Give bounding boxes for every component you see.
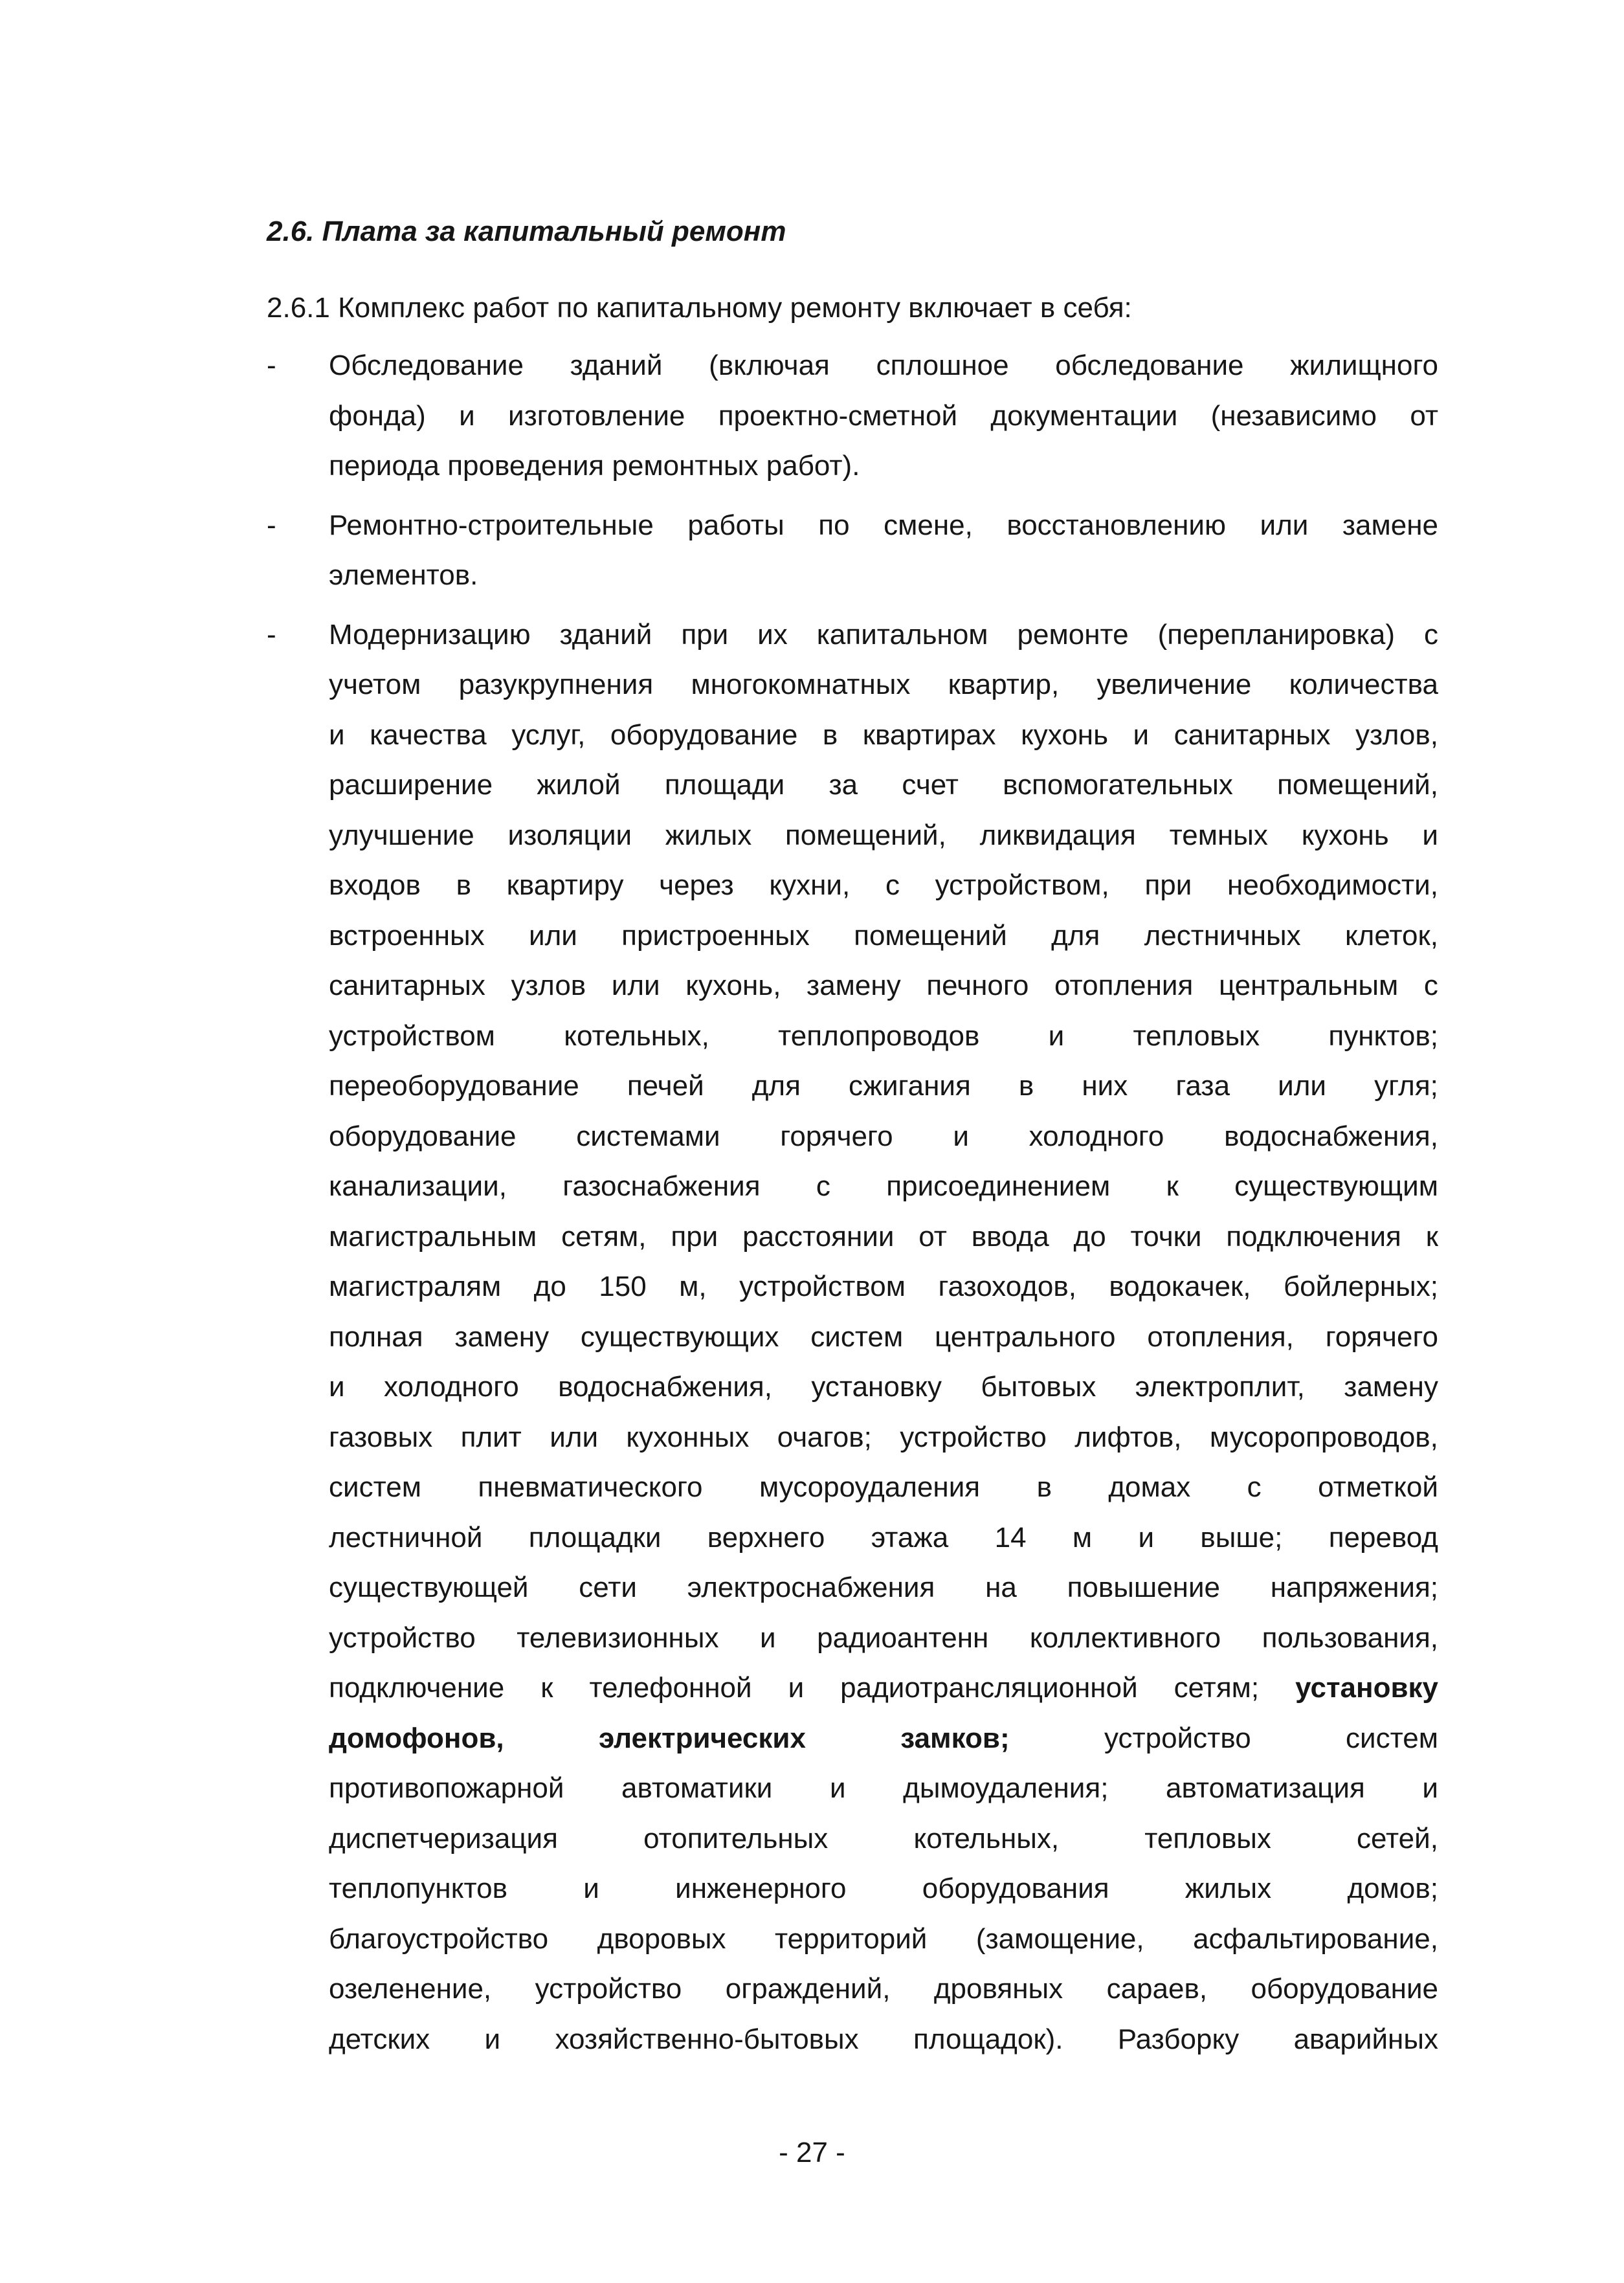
word: и <box>760 1621 776 1654</box>
text-line <box>329 1061 1438 1111</box>
text-line <box>329 1964 1438 2014</box>
text-line <box>329 1914 1438 1965</box>
text-line <box>329 1763 1438 1814</box>
word: периода <box>329 450 439 482</box>
word: присоединением <box>886 1170 1111 1202</box>
section-heading: 2.6. Плата за капитальный ремонт <box>267 216 786 247</box>
word: водокачек, <box>1109 1271 1251 1302</box>
text-line <box>329 610 1438 660</box>
word: систем <box>329 1471 421 1503</box>
word: газоходов, <box>938 1271 1076 1302</box>
word: подключение <box>329 1672 505 1704</box>
text-line <box>329 911 1438 961</box>
word: лестничной <box>329 1521 483 1554</box>
word: лифтов, <box>1074 1421 1182 1453</box>
word: к <box>1166 1170 1179 1202</box>
word: оборудования <box>922 1873 1109 1904</box>
text-line <box>329 1011 1438 1062</box>
word: устройство <box>535 1973 682 2005</box>
word: жилых <box>1185 1873 1272 1904</box>
word: подключения <box>1226 1220 1401 1253</box>
word: точки <box>1130 1220 1202 1253</box>
word: площадок). <box>913 2023 1063 2055</box>
word: благоустройство <box>329 1922 549 1955</box>
word: магистральным <box>329 1220 537 1253</box>
word: отопления, <box>1147 1320 1294 1353</box>
text-line <box>329 1212 1438 1262</box>
word: от <box>1410 399 1438 432</box>
text-line <box>329 660 1438 710</box>
word: тепловых <box>1133 1019 1260 1052</box>
list-dash: - <box>267 618 276 651</box>
word: устройством, <box>935 869 1109 901</box>
word: и <box>1133 718 1150 751</box>
word: домах <box>1108 1471 1191 1503</box>
word: и <box>1138 1521 1155 1554</box>
word: элементов. <box>329 559 478 591</box>
word: пунктов; <box>1328 1019 1438 1052</box>
word: или <box>550 1421 599 1453</box>
word: дымоудаления; <box>903 1772 1109 1804</box>
text-line <box>329 1161 1438 1212</box>
word: замену <box>1344 1371 1438 1403</box>
text-line <box>329 1613 1438 1664</box>
word: счет <box>902 769 959 801</box>
word: замену <box>454 1320 550 1353</box>
word: дворовых <box>597 1922 726 1955</box>
word: м, <box>679 1271 707 1302</box>
word: устройство <box>900 1421 1047 1453</box>
word: через <box>659 869 734 901</box>
word: радиотрансляционной <box>840 1672 1138 1704</box>
word: котельных, <box>564 1019 709 1052</box>
word: повышение <box>1067 1572 1221 1603</box>
word: их <box>757 618 788 651</box>
word: ввода <box>971 1220 1049 1253</box>
word: или <box>1260 509 1309 541</box>
text-line <box>329 500 1438 551</box>
word: Разборку <box>1117 2023 1240 2055</box>
word: горячего <box>1325 1320 1438 1353</box>
text-line <box>329 1864 1438 1914</box>
text-line <box>329 1111 1438 1162</box>
word: улучшение <box>329 819 474 851</box>
word: или <box>1278 1070 1326 1102</box>
word: при <box>1144 869 1192 901</box>
word: установку <box>1295 1672 1438 1704</box>
word: перевод <box>1328 1521 1438 1554</box>
word: оборудование <box>329 1120 517 1152</box>
word: газоснабжения <box>562 1170 761 1202</box>
word: 14 <box>994 1521 1027 1554</box>
word: (включая <box>709 350 830 381</box>
word: входов <box>329 869 421 901</box>
word: изготовление <box>508 399 685 432</box>
word: ремонте <box>1017 618 1129 651</box>
word: с <box>1423 618 1438 651</box>
word: или <box>528 919 577 952</box>
word: (перепланировка) <box>1157 618 1395 651</box>
word: мусоропроводов, <box>1209 1421 1438 1453</box>
text-line <box>329 1312 1438 1363</box>
word: бойлерных; <box>1283 1271 1438 1302</box>
word: разукрупнения <box>458 669 654 700</box>
word: водоснабжения, <box>1224 1120 1438 1152</box>
word: водоснабжения, <box>558 1371 772 1403</box>
word: этажа <box>871 1521 949 1554</box>
word: замков; <box>900 1722 1010 1754</box>
word: устройство <box>1104 1722 1251 1754</box>
word: к <box>540 1672 553 1704</box>
text-line <box>329 2014 1438 2065</box>
word: коллективного <box>1029 1621 1221 1654</box>
word: и <box>1422 1772 1438 1804</box>
word: с <box>1423 970 1438 1001</box>
word: диспетчеризация <box>329 1822 558 1854</box>
word: домов; <box>1347 1873 1438 1904</box>
word: санитарных <box>329 970 485 1001</box>
word: верхнего <box>707 1521 825 1554</box>
word: выше; <box>1200 1521 1283 1554</box>
word: аварийных <box>1293 2023 1438 2055</box>
word: замену <box>806 970 901 1001</box>
list-dash: - <box>267 350 276 381</box>
word: по <box>818 509 850 541</box>
word: на <box>985 1572 1017 1603</box>
word: электрических <box>598 1722 806 1754</box>
word: зданий <box>559 618 652 651</box>
word: расширение <box>329 769 493 801</box>
word: документации <box>990 399 1178 432</box>
word: сараев, <box>1106 1973 1208 2005</box>
word: клеток, <box>1344 919 1438 952</box>
word: необходимости, <box>1227 869 1438 901</box>
word: плит <box>460 1421 522 1453</box>
word: пневматического <box>478 1471 703 1503</box>
word: угля; <box>1374 1070 1438 1102</box>
text-line <box>329 1814 1438 1864</box>
word: Обследование <box>329 350 524 381</box>
word: телевизионных <box>517 1621 719 1654</box>
word: очагов; <box>777 1421 872 1453</box>
word: озеленение, <box>329 1973 492 2005</box>
word: для <box>1051 919 1100 952</box>
word: сплошное <box>876 350 1009 381</box>
word: санитарных <box>1174 718 1331 751</box>
word: асфальтирование, <box>1193 1922 1438 1955</box>
word: увеличение <box>1096 669 1252 700</box>
word: в <box>456 869 471 901</box>
word: устройством <box>329 1019 495 1052</box>
text-line <box>329 1262 1438 1312</box>
word: изоляции <box>507 819 632 851</box>
word: холодного <box>1029 1120 1164 1152</box>
word: темных <box>1169 819 1268 851</box>
word: устройство <box>329 1621 476 1654</box>
word: печей <box>627 1070 704 1102</box>
word: домофонов, <box>329 1722 504 1754</box>
list-item <box>267 500 1438 601</box>
word: в <box>822 718 838 751</box>
word: Модернизацию <box>329 618 531 651</box>
word: тепловых <box>1144 1822 1271 1854</box>
word: магистралям <box>329 1271 502 1302</box>
word: кухонь <box>1301 819 1389 851</box>
text-line <box>329 1462 1438 1513</box>
word: площади <box>664 769 785 801</box>
word: и <box>953 1120 969 1152</box>
word: сети <box>579 1572 637 1603</box>
word: помещений, <box>784 819 946 851</box>
word: работы <box>687 509 784 541</box>
word: до <box>1073 1220 1106 1253</box>
word: и <box>484 2023 501 2055</box>
text-line <box>329 1713 1438 1764</box>
word: и <box>329 718 345 751</box>
word: помещений, <box>1277 769 1438 801</box>
word: жилых <box>665 819 752 851</box>
word: проектно-сметной <box>718 399 958 432</box>
text-line <box>329 550 1438 601</box>
word: жилой <box>537 769 621 801</box>
word: Ремонтно-строительные <box>329 509 654 541</box>
list-item <box>267 610 1438 2065</box>
word: учетом <box>329 669 421 700</box>
word: существующим <box>1234 1170 1438 1202</box>
word: детских <box>329 2023 430 2055</box>
word: смене, <box>884 509 973 541</box>
word: квартирах <box>862 718 996 751</box>
text-line <box>329 1412 1438 1463</box>
word: установку <box>811 1371 942 1403</box>
word: м <box>1072 1521 1093 1554</box>
word: вспомогательных <box>1003 769 1233 801</box>
list-item <box>267 340 1438 491</box>
word: для <box>751 1070 801 1102</box>
word: количества <box>1289 669 1438 700</box>
text-line <box>329 391 1438 441</box>
text-line <box>329 760 1438 810</box>
word: расстоянии <box>742 1220 895 1253</box>
word: жилищного <box>1290 350 1438 381</box>
intro-paragraph: 2.6.1 Комплекс работ по капитальному ремонту включает в себя: <box>267 292 1132 324</box>
word: зданий <box>570 350 663 381</box>
word: помещений <box>854 919 1007 952</box>
word: ремонтных <box>612 450 759 482</box>
word: кухни, <box>769 869 851 901</box>
word: систем <box>810 1320 904 1353</box>
word: отопления <box>1054 970 1194 1001</box>
word: сетям, <box>561 1220 647 1253</box>
word: площадки <box>528 1521 662 1554</box>
word: ограждений, <box>725 1973 891 2005</box>
text-line <box>329 441 1438 491</box>
list-dash: - <box>267 509 276 541</box>
word: хозяйственно-бытовых <box>555 2023 859 2055</box>
word: за <box>829 769 858 801</box>
word: радиоантенн <box>817 1621 989 1654</box>
word: и <box>829 1772 846 1804</box>
word: противопожарной <box>329 1772 564 1804</box>
word: оборудование <box>610 718 798 751</box>
word: с <box>885 869 900 901</box>
word: оборудование <box>1251 1973 1438 2005</box>
word: кухонь <box>1021 718 1109 751</box>
word: существующей <box>329 1572 529 1603</box>
word: котельных, <box>913 1822 1060 1854</box>
text-line <box>329 1563 1438 1613</box>
word: них <box>1082 1070 1128 1102</box>
text-line <box>329 1362 1438 1412</box>
word: услуг, <box>511 718 586 751</box>
word: мусороудаления <box>759 1471 981 1503</box>
text-line <box>329 1513 1438 1563</box>
word: территорий <box>774 1922 928 1955</box>
word: центрального <box>935 1320 1116 1353</box>
word: телефонной <box>589 1672 752 1704</box>
text-line <box>329 961 1438 1011</box>
word: качества <box>370 718 487 751</box>
word: и <box>583 1873 599 1904</box>
word: бытовых <box>981 1371 1096 1403</box>
word: систем <box>1346 1722 1438 1754</box>
word: пользования, <box>1262 1621 1438 1654</box>
word: системами <box>576 1120 720 1152</box>
word: устройством <box>739 1271 906 1302</box>
word: капитальном <box>816 618 988 651</box>
word: в <box>1036 1471 1052 1503</box>
word: автоматизация <box>1166 1772 1365 1804</box>
word: 150 <box>599 1271 647 1302</box>
word: сетям; <box>1174 1672 1260 1704</box>
word: работ). <box>766 450 860 482</box>
word: до <box>533 1271 566 1302</box>
word: лестничных <box>1144 919 1301 952</box>
word: с <box>816 1170 830 1202</box>
word: узлов, <box>1355 718 1438 751</box>
word: газовых <box>329 1421 433 1453</box>
word: замене <box>1342 509 1438 541</box>
word: с <box>1247 1471 1262 1503</box>
text-line <box>329 1663 1438 1713</box>
word: узлов <box>511 970 586 1001</box>
word: к <box>1425 1220 1438 1253</box>
work-list <box>267 340 1438 2073</box>
word: кухонь, <box>685 970 781 1001</box>
word: при <box>681 618 729 651</box>
word: и <box>1048 1019 1065 1052</box>
word: или <box>611 970 660 1001</box>
word: инженерного <box>675 1873 847 1904</box>
word: и <box>459 399 475 432</box>
word: фонда) <box>329 399 426 432</box>
word: и <box>788 1672 805 1704</box>
word: электроснабжения <box>687 1572 935 1603</box>
word: сжигания <box>849 1070 971 1102</box>
word: канализации, <box>329 1170 507 1202</box>
word: встроенных <box>329 919 485 952</box>
text-line <box>329 810 1438 861</box>
word: печного <box>926 970 1029 1001</box>
word: и <box>329 1371 345 1403</box>
word: отопительных <box>643 1822 829 1854</box>
word: холодного <box>384 1371 519 1403</box>
word: многокомнатных <box>691 669 911 700</box>
text-line <box>329 860 1438 911</box>
word: автоматики <box>621 1772 773 1804</box>
word: теплопроводов <box>778 1019 980 1052</box>
word: центральным <box>1218 970 1399 1001</box>
word: от <box>918 1220 947 1253</box>
word: и <box>1422 819 1438 851</box>
word: в <box>1018 1070 1034 1102</box>
word: восстановлению <box>1007 509 1226 541</box>
word: при <box>671 1220 718 1253</box>
word: теплопунктов <box>329 1873 507 1904</box>
word: электроплит, <box>1135 1371 1305 1403</box>
word: ликвидация <box>979 819 1136 851</box>
text-line <box>329 340 1438 391</box>
word: квартир, <box>948 669 1060 700</box>
word: дровяных <box>933 1973 1063 2005</box>
word: пристроенных <box>621 919 810 952</box>
word: газа <box>1175 1070 1230 1102</box>
word: проведения <box>447 450 605 482</box>
word: квартиру <box>506 869 624 901</box>
word: горячего <box>780 1120 893 1152</box>
page-number: - 27 - <box>779 2137 845 2168</box>
text-line <box>329 710 1438 761</box>
word: кухонных <box>626 1421 750 1453</box>
word: (замощение, <box>975 1922 1144 1955</box>
word: переоборудование <box>329 1070 579 1102</box>
word: полная <box>329 1320 423 1353</box>
word: отметкой <box>1318 1471 1438 1503</box>
word: обследование <box>1055 350 1244 381</box>
word: напряжения; <box>1270 1572 1438 1603</box>
word: сетей, <box>1357 1822 1438 1854</box>
word: существующих <box>580 1320 779 1353</box>
word: (независимо <box>1210 399 1377 432</box>
